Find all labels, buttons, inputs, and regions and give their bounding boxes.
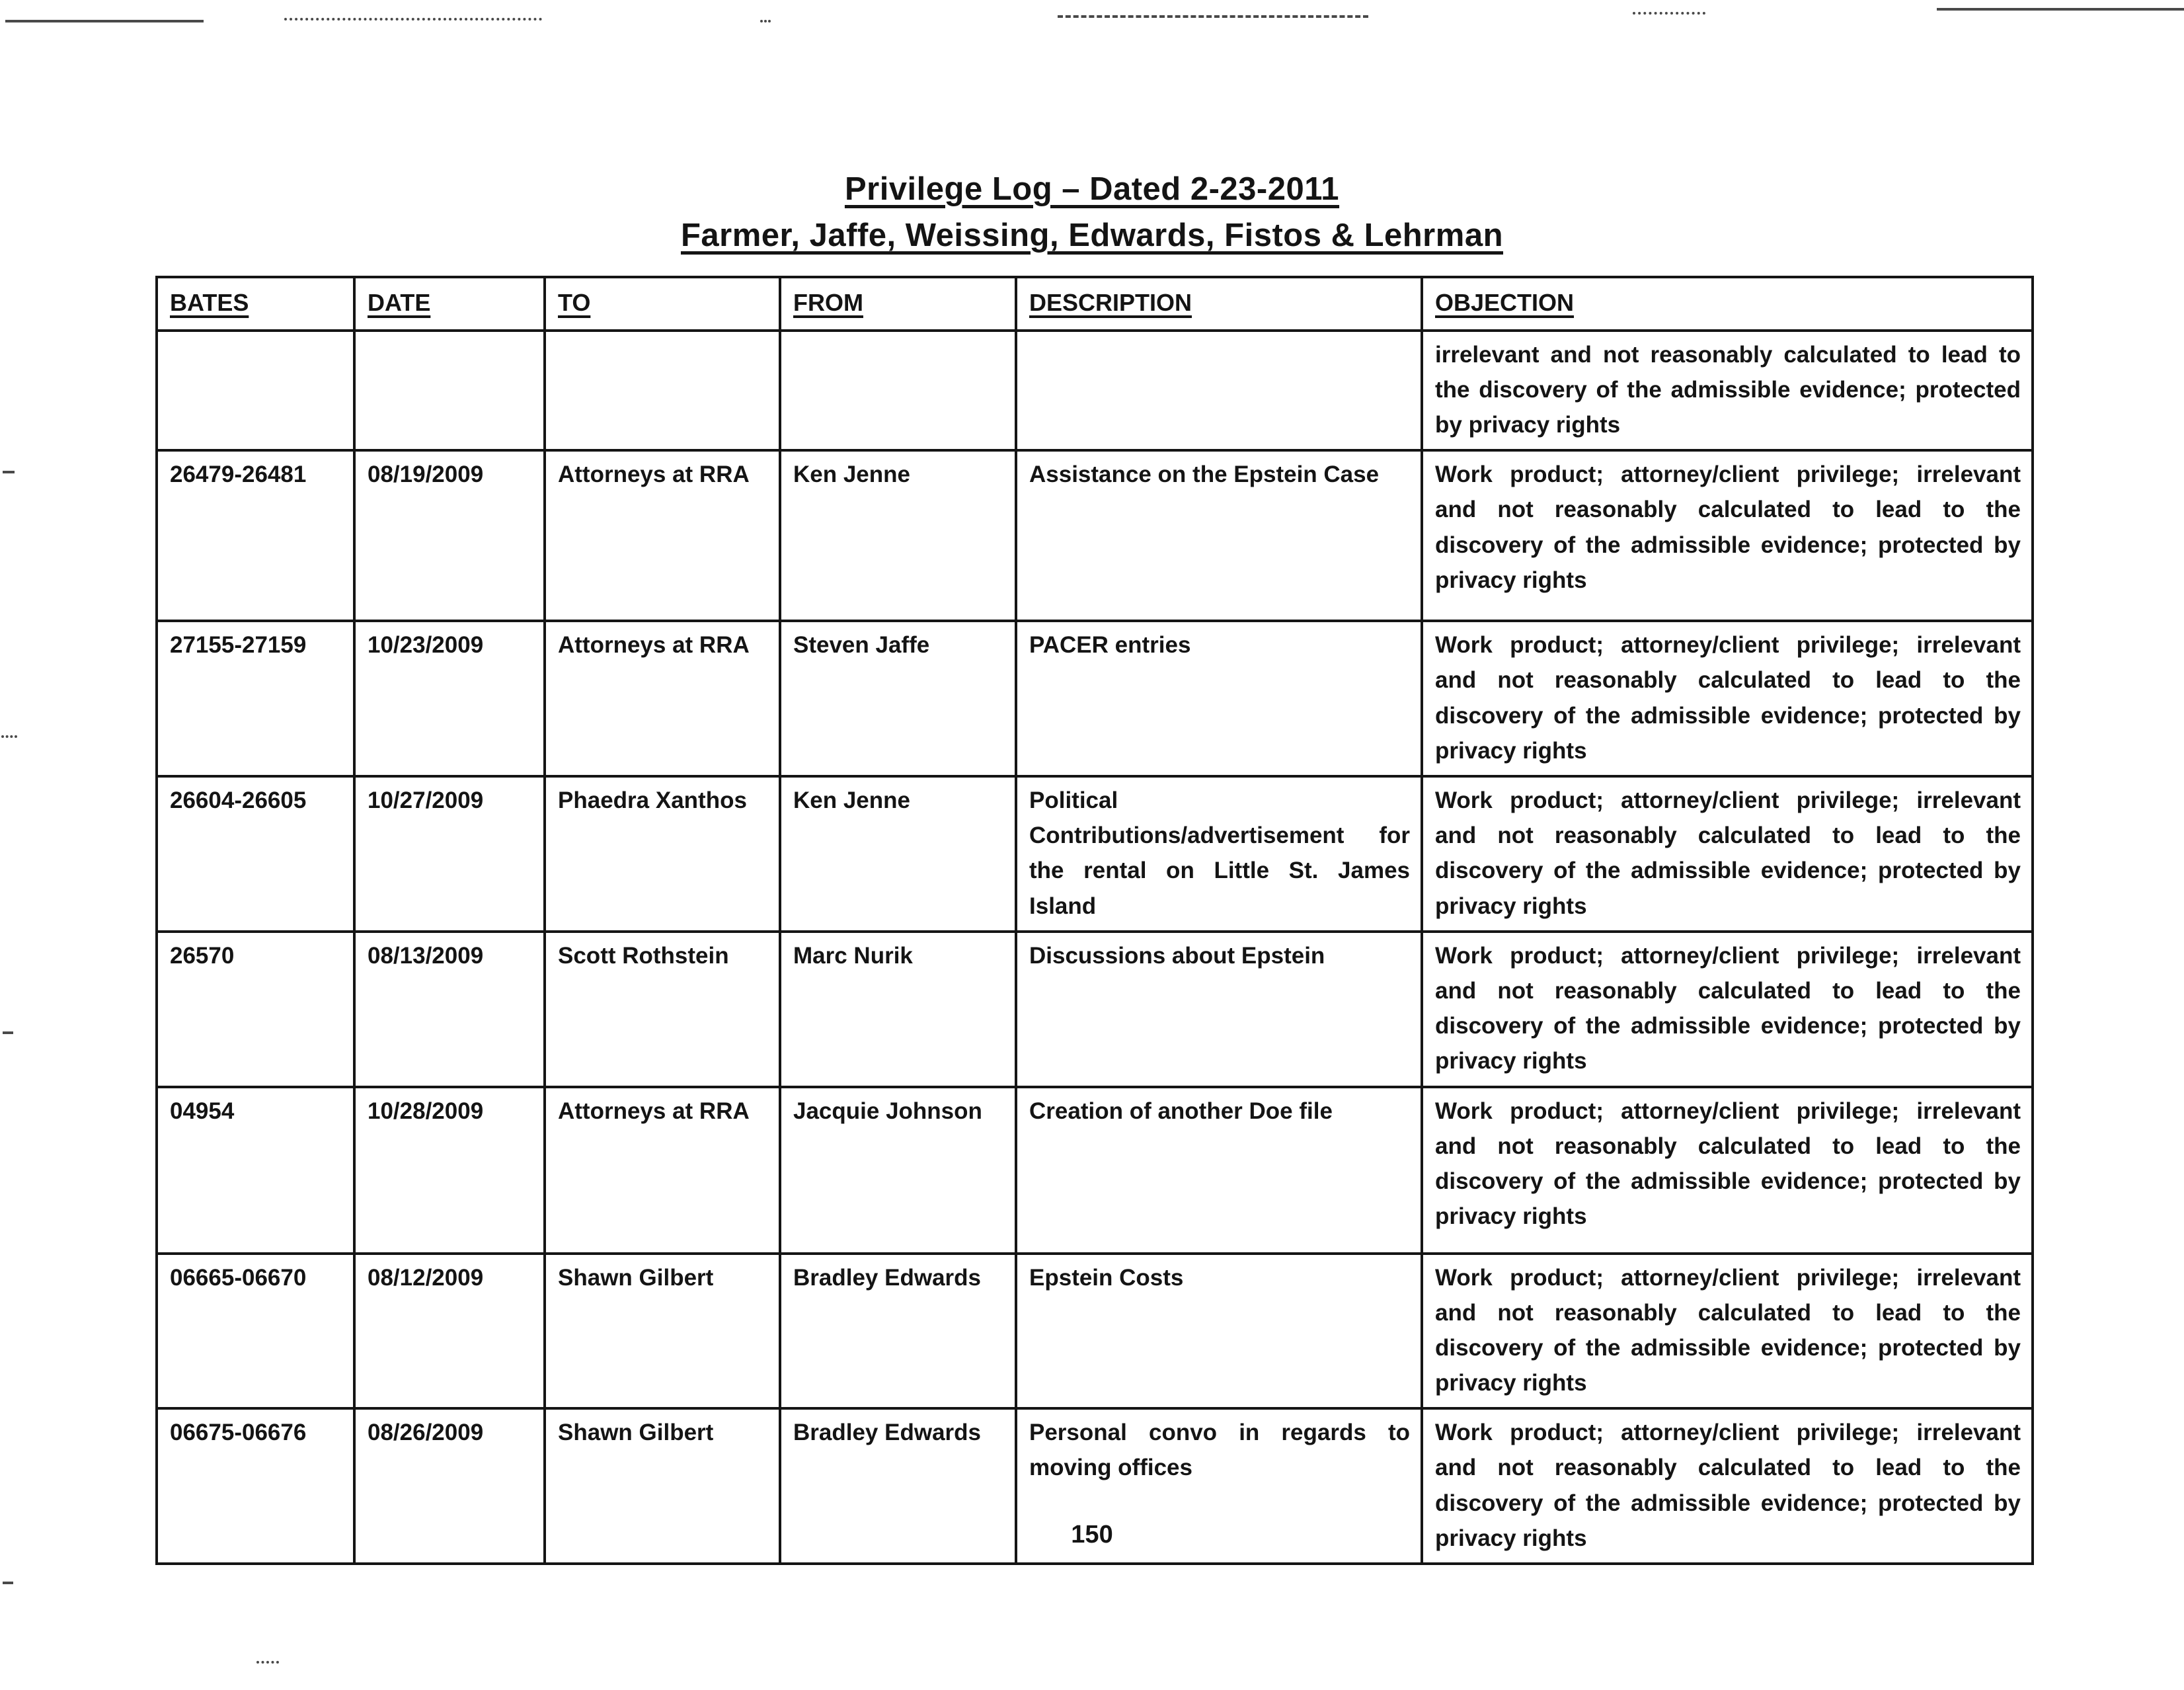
cell-objection: Work product; attorney/client privilege; irrelevant and not reasonably calculated to lead to the discovery of the admissible evidence; protected by privacy rights (1422, 450, 2033, 621)
column-header-label: TO (558, 289, 591, 316)
table-row (157, 1087, 2033, 1254)
table-row (157, 331, 2033, 451)
cell-from: Bradley Edwards (780, 1408, 1016, 1564)
cell-objection: Work product; attorney/client privilege; irrelevant and not reasonably calculated to lead to the discovery of the admissible evidence; protected by privacy rights (1422, 1087, 2033, 1254)
cell-bates (157, 331, 354, 451)
cell-objection: Work product; attorney/client privilege; irrelevant and not reasonably calculated to lead to the discovery of the admissible evidence; protected by privacy rights (1422, 932, 2033, 1087)
cell-description: Discussions about Epstein (1016, 932, 1422, 1087)
scan-artifact (3, 1582, 13, 1584)
column-header-bates (157, 277, 354, 331)
cell-to: Shawn Gilbert (545, 1254, 780, 1409)
privilege-log-table (155, 276, 2034, 1565)
cell-description: Personal convo in regards to moving offices (1016, 1408, 1422, 1564)
cell-from: Jacquie Johnson (780, 1087, 1016, 1254)
header-row (157, 277, 2033, 331)
scan-artifact (1937, 8, 2184, 11)
column-header-to (545, 277, 780, 331)
scan-artifact (3, 471, 15, 473)
cell-date (354, 331, 545, 451)
cell-description (1016, 331, 1422, 451)
cell-bates: 04954 (157, 1087, 354, 1254)
cell-date: 08/12/2009 (354, 1254, 545, 1409)
column-header-from (780, 277, 1016, 331)
page-subtitle: Farmer, Jaffe, Weissing, Edwards, Fistos & Lehrman (680, 218, 1504, 253)
cell-date: 08/13/2009 (354, 932, 545, 1087)
scan-artifact (1058, 15, 1368, 18)
column-header-label: DATE (368, 289, 431, 316)
column-header-label: FROM (793, 289, 863, 316)
cell-from: Ken Jenne (780, 776, 1016, 932)
cell-objection: Work product; attorney/client privilege; irrelevant and not reasonably calculated to lead to the discovery of the admissible evidence; protected by privacy rights (1422, 1408, 2033, 1564)
scan-artifact (5, 20, 204, 22)
cell-to: Attorneys at RRA (545, 1087, 780, 1254)
table-row (157, 621, 2033, 776)
cell-description: PACER entries (1016, 621, 1422, 776)
cell-description: Assistance on the Epstein Case (1016, 450, 1422, 621)
cell-description: Epstein Costs (1016, 1254, 1422, 1409)
scan-artifact (284, 18, 542, 20)
cell-from: Ken Jenne (780, 450, 1016, 621)
cell-to: Shawn Gilbert (545, 1408, 780, 1564)
cell-from: Steven Jaffe (780, 621, 1016, 776)
column-header-objection (1422, 277, 2033, 331)
cell-to: Phaedra Xanthos (545, 776, 780, 932)
scan-artifact (1, 735, 17, 738)
column-header-label: BATES (170, 289, 249, 316)
column-header-date (354, 277, 545, 331)
scan-artifact (760, 20, 771, 22)
column-header-label: DESCRIPTION (1029, 289, 1192, 316)
cell-to: Attorneys at RRA (545, 450, 780, 621)
cell-from: Marc Nurik (780, 932, 1016, 1087)
column-header-description (1016, 277, 1422, 331)
cell-objection: irrelevant and not reasonably calculated to lead to the discovery of the admissible evidence; protected by privacy rights (1422, 331, 2033, 451)
cell-from: Bradley Edwards (780, 1254, 1016, 1409)
cell-description: Creation of another Doe file (1016, 1087, 1422, 1254)
page-title: Privilege Log – Dated 2-23-2011 (844, 171, 1340, 207)
cell-to (545, 331, 780, 451)
cell-date: 08/19/2009 (354, 450, 545, 621)
cell-date: 10/27/2009 (354, 776, 545, 932)
cell-bates: 06675-06676 (157, 1408, 354, 1564)
table-row (157, 776, 2033, 932)
cell-from (780, 331, 1016, 451)
title-block (0, 171, 2184, 254)
cell-date: 08/26/2009 (354, 1408, 545, 1564)
cell-to: Scott Rothstein (545, 932, 780, 1087)
cell-bates: 27155-27159 (157, 621, 354, 776)
cell-bates: 26479-26481 (157, 450, 354, 621)
cell-to: Attorneys at RRA (545, 621, 780, 776)
scan-artifact (256, 1661, 279, 1664)
cell-bates: 26604-26605 (157, 776, 354, 932)
scan-artifact (3, 1031, 13, 1034)
column-header-label: OBJECTION (1435, 289, 1575, 316)
cell-date: 10/23/2009 (354, 621, 545, 776)
cell-description: Political Contributions/advertisement for the rental on Little St. James Island (1016, 776, 1422, 932)
table-row (157, 450, 2033, 621)
page-number: 150 (1071, 1521, 1113, 1549)
table-row (157, 932, 2033, 1087)
cell-bates: 06665-06670 (157, 1254, 354, 1409)
cell-objection: Work product; attorney/client privilege; irrelevant and not reasonably calculated to lead to the discovery of the admissible evidence; protected by privacy rights (1422, 1254, 2033, 1409)
scan-artifact (1633, 12, 1705, 15)
cell-objection: Work product; attorney/client privilege; irrelevant and not reasonably calculated to lead to the discovery of the admissible evidence; protected by privacy rights (1422, 621, 2033, 776)
cell-bates: 26570 (157, 932, 354, 1087)
cell-objection: Work product; attorney/client privilege; irrelevant and not reasonably calculated to lead to the discovery of the admissible evidence; protected by privacy rights (1422, 776, 2033, 932)
cell-date: 10/28/2009 (354, 1087, 545, 1254)
table-row (157, 1254, 2033, 1409)
